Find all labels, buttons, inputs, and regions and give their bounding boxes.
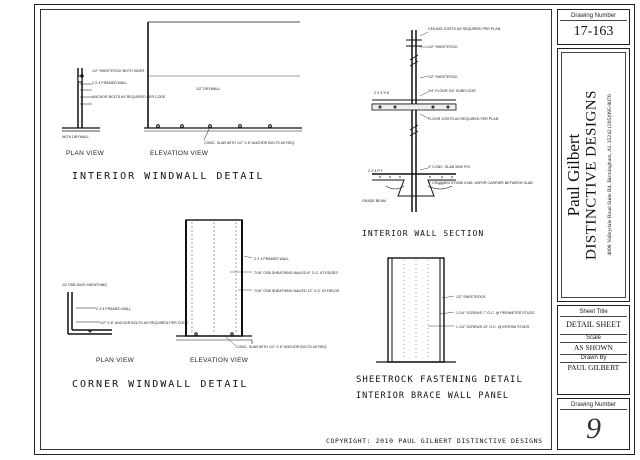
section-note-grade: GRADE BEAM	[362, 199, 386, 203]
drawn-by-value: PAUL GILBERT	[567, 363, 620, 372]
corner-plan-view-label: PLAN VIEW	[96, 357, 135, 364]
section-note-floor: 3/4" FLOOR 3/4" SUBFLOOR	[428, 89, 476, 93]
drawing-number-box	[557, 9, 630, 45]
corner-elevation-view-label: ELEVATION VIEW	[190, 357, 249, 364]
windwall-elev-note-slab: CONC. SLAB WITH 1/2" X 8" ANCHOR BOLTS AS REQ.	[204, 141, 296, 145]
windwall-elev-note-drywall: 1/2" DRYWALL	[196, 87, 221, 91]
firm-box-inner	[561, 52, 626, 298]
windwall-plan-view-label: PLAN VIEW	[66, 150, 105, 157]
scale-label: Scale	[560, 334, 627, 343]
section-note-sheetrock-mid: 1/2" SHEETROCK	[428, 75, 458, 79]
windwall-plan-note-framed: 2 X 4 FRAMED WALL	[92, 81, 128, 85]
corner-plan-note-anchor: 1/2" X 8" ANCHOR BOLTS AS REQUIRED PER CODE	[100, 321, 189, 325]
firm-box	[557, 48, 630, 302]
corner-elevation-view	[176, 220, 252, 346]
corner-elev-note-framed: 2 X 4 FRAMED WALL	[254, 257, 290, 261]
windwall-plan-note-drywall: WITH DRYWALL	[62, 135, 90, 139]
title-block	[557, 9, 630, 450]
section-note-ceiling: CEILING JOISTS AS REQUIRED PER PLAN	[428, 27, 501, 31]
corner-elev-note-slab: CONC. SLAB WITH 1/2" X 8" ANCHOR BOLTS AS REQ.	[236, 345, 328, 349]
drawing-number: 17-163	[573, 24, 614, 39]
corner-elev-note-osb2: 7/16" OSB SHEATHING NAILED 12" O.C. IN FIELDS	[254, 289, 340, 293]
sheetrock-fastening-title: SHEETROCK FASTENING DETAIL	[356, 375, 523, 385]
sheet-number-box	[557, 398, 630, 450]
interior-wall-section-title: INTERIOR WALL SECTION	[362, 229, 485, 238]
corner-plan-view	[68, 292, 112, 334]
sheet-number-label: Drawing Number	[560, 401, 627, 410]
section-note-sheetrock-top: 1/2" SHEETROCK	[428, 45, 458, 49]
sheet-title: DETAIL SHEET	[566, 320, 621, 329]
sheet-title-label: Sheet Title	[560, 308, 627, 317]
scale-value: AS SHOWN	[574, 343, 613, 352]
fastening-note-screws2: 1 1/4" SCREWS 10" O.C. @ INTERM STUDS	[456, 325, 530, 329]
sheet-info-box	[557, 305, 630, 395]
corner-plan-note-framed: 2 X 4 FRAMED WALL	[96, 307, 132, 311]
windwall-plan-note-sheetrock: 1/2" SHEETROCK BOTH SIDES	[92, 69, 145, 73]
fastening-note-screws1: 1 1/4" SCREWS 7" O.C. @ PERIMETER STUDS	[456, 311, 535, 315]
interior-windwall-title: INTERIOR WINDWALL DETAIL	[72, 171, 265, 182]
firm-name: DISTINCTIVE DESIGNS	[583, 90, 599, 260]
section-dim-left: 2 X 4 X 8	[374, 91, 389, 95]
designer-name: Paul Gilbert	[563, 133, 583, 217]
corner-elev-note-osb1: 7/16" OSB SHEATHING NAILED 6" O.C. AT EDGES	[254, 271, 338, 275]
brace-wall-panel-subtitle: INTERIOR BRACE WALL PANEL	[356, 391, 509, 401]
corner-windwall-title: CORNER WINDWALL DETAIL	[72, 379, 249, 390]
section-dim-bottom: 2 X 4 P.T.	[368, 169, 384, 173]
windwall-plan-view	[62, 68, 100, 131]
windwall-elevation-view	[144, 22, 302, 140]
drawn-by-label: Drawn By	[560, 354, 627, 363]
section-note-slab: 4" CONC. SLAB 3000 PSI	[428, 165, 470, 169]
copyright-notice: COPYRIGHT: 2010 PAUL GILBERT DISTINCTIVE DESIGNS	[326, 437, 543, 445]
fastening-note-sheetrock: 1/2" SHEETROCK	[456, 295, 486, 299]
corner-plan-note-drywall: 1/2 OSB DWG SHEATHING	[62, 283, 108, 287]
section-note-stone: 4" CRUSHED STONE 6 MIL VAPOR CARRIER BETWEEN SLAB	[428, 181, 533, 185]
drawing-number-label: Drawing Number	[560, 12, 627, 21]
sheetrock-fastening-drawing	[376, 258, 456, 362]
firm-address: 4898 Valleydale Road Suite B4, Birmingham, AL 35242 (205)995-0070	[606, 94, 613, 256]
windwall-elevation-view-label: ELEVATION VIEW	[150, 150, 209, 157]
windwall-plan-note-anchor: ANCHOR BOLTS AS REQUIRED PER CODE	[92, 95, 166, 99]
sheet-number: 9	[586, 412, 601, 445]
section-note-joists: FLOOR JOISTS AS REQUIRED PER PLAN	[428, 117, 499, 121]
